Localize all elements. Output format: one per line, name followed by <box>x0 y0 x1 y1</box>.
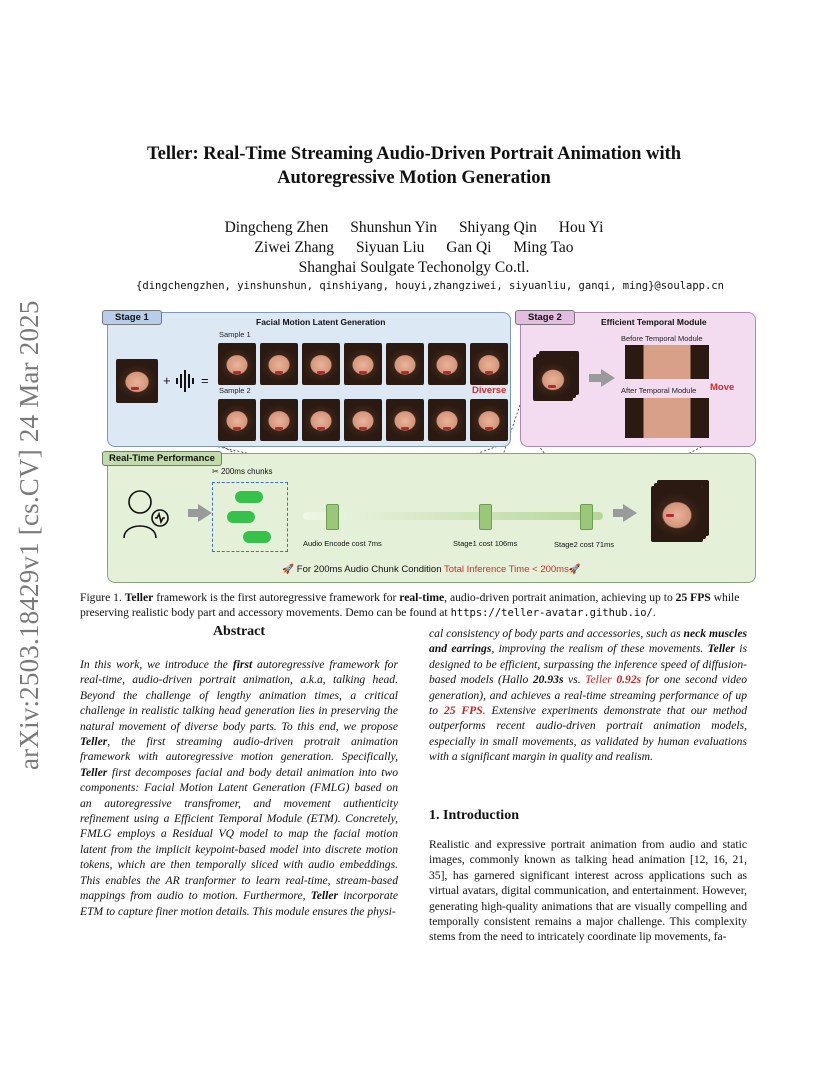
audio-encode-cost: Audio Encode cost 7ms <box>303 539 382 548</box>
authors-row-1 <box>80 218 748 238</box>
realtime-performance-panel <box>107 453 756 583</box>
figure-1 <box>90 305 760 583</box>
plus-sign: + <box>163 373 171 388</box>
author: Gan Qi <box>446 239 492 256</box>
author: Hou Yi <box>558 219 604 236</box>
author: Shiyang Qin <box>458 219 537 236</box>
audio-waveform-icon <box>174 369 198 393</box>
caption-part: Teller <box>124 591 154 604</box>
sample-frame <box>260 399 298 441</box>
intro-heading <box>429 808 747 823</box>
caption-part: . <box>652 606 656 619</box>
sample-frame <box>428 343 466 385</box>
abstract-heading <box>80 624 398 639</box>
intro-heading-text: 1. Introduction <box>429 808 519 823</box>
stage2-arrow-stem <box>589 374 601 382</box>
demo-link[interactable]: https://teller-avatar.github.io/ <box>450 607 653 619</box>
paper-title <box>80 142 748 190</box>
abstract-body: In this work, we introduce the first autoregressive framework for real-time, audio-driven portrait animation, a.k.a, talking head. Beyond the challenge of lengthy animation times, a critical challenge in realistic talking head generation lies in preserving the natural movement of diverse body parts. To this end, we propose Teller, the first streaming audio-driven protrait animation framework with autoregressive motion generation. Specifically, Teller first decomposes facial and body detail animation into two components: Facial Motion Latent Generation (FMLG) based on an autoregressive transfromer, and movement authenticity refinement using a Efficient Temporal Module (ETM). Concretely, FMLG employs a Residual VQ model to map the facial motion latent from the implicit keypoint-based model into discrete motion tokens, which are then temporally sliced with audio embeddings. This enables the AR tranformer to learn real-time, stream-based mappings from audio to motion. Furthermore, Teller incorporate ETM to capture finer motion details. This module ensures the physi- <box>80 658 398 918</box>
message-bubble-icon <box>235 491 263 503</box>
rtp-arrow-icon <box>198 504 212 522</box>
stage1-cost: Stage1 cost 106ms <box>453 539 518 548</box>
caption-part: 25 FPS <box>675 591 711 604</box>
audio-chunks-box <box>212 482 288 552</box>
author-emails: {dingchengzhen, yinshunshun, qinshiyang, houyi,zhangziwei, siyuanliu, ganqi, ming}@soulapp.cn <box>136 280 724 292</box>
move-label: Move <box>710 382 735 393</box>
sample-frame <box>260 343 298 385</box>
summary-total-time: Total Inference Time < 200ms <box>443 564 569 575</box>
authors-row-2 <box>80 238 748 258</box>
caption-part: while preserving realistic body part and accessory movements. Demo can be found at <box>80 591 740 619</box>
sample1-strip <box>218 343 508 385</box>
chunks-text: 200ms chunks <box>220 467 273 476</box>
caption-part: framework is the first autoregressive framework for <box>153 591 400 604</box>
caption-part: real-time <box>399 591 445 604</box>
sample-frame <box>302 399 340 441</box>
before-crop <box>625 345 709 379</box>
author: Ziwei Zhang <box>254 239 335 256</box>
sample-frame <box>386 399 424 441</box>
stage1-title: Facial Motion Latent Generation <box>256 317 386 327</box>
stage1-node <box>479 504 492 530</box>
author: Dingcheng Zhen <box>224 219 329 236</box>
output-arrow-icon <box>623 504 637 522</box>
stage2-title: Efficient Temporal Module <box>601 317 707 327</box>
input-portrait <box>116 359 158 403</box>
stage2-node <box>580 504 593 530</box>
author: Ming Tao <box>513 239 574 256</box>
rtp-badge: Real-Time Performance <box>102 451 222 466</box>
sample-frame <box>470 343 508 385</box>
pipeline-bar <box>303 512 603 520</box>
stage2-badge: Stage 2 <box>515 310 575 325</box>
sample-frame <box>386 343 424 385</box>
after-crop <box>625 398 709 438</box>
title-line-2: Autoregressive Motion Generation <box>277 168 551 188</box>
stage2-arrow-icon <box>601 369 615 387</box>
stage1-panel <box>107 312 511 447</box>
stage2-panel <box>520 312 756 447</box>
caption-part: , audio-driven portrait animation, achieving up to <box>444 591 676 604</box>
abstract-heading-text: Abstract <box>212 624 266 639</box>
intro-body: Realistic and expressive portrait animation from audio and static images, commonly known as talking head animation [12, 16, 21, 35], has garnered significant interest across applications such as virtual avatars, digital communication, and entertainment. However, generating high-quality animations that are visually compelling and temporally consistent remains a major challenge. This complexity stems from the need to intricately coordinate lip movements, fa- <box>429 838 747 944</box>
sample-frame <box>428 399 466 441</box>
rtp-arrow-stem <box>188 509 198 517</box>
author: Shunshun Yin <box>350 219 438 236</box>
output-arrow-stem <box>613 509 623 517</box>
author: Siyuan Liu <box>355 239 425 256</box>
sample-frame <box>302 343 340 385</box>
sample2-label: Sample 2 <box>219 386 251 395</box>
sample-frame <box>218 343 256 385</box>
summary-prefix: 🚀 For 200ms Audio Chunk Condition <box>282 564 444 575</box>
arxiv-stamp: arXiv:2503.18429v1 [cs.CV] 24 Mar 2025 <box>14 300 44 770</box>
output-portrait-stack <box>651 486 703 542</box>
summary-suffix: 🚀 <box>568 564 581 575</box>
sample-frame <box>344 399 382 441</box>
sample-frame <box>344 343 382 385</box>
chunks-label: ✂ 200ms chunks <box>212 467 273 476</box>
stage1-badge: Stage 1 <box>102 310 162 325</box>
sample2-strip <box>218 399 508 441</box>
affiliation: Shanghai Soulgate Techonolgy Co.tl. <box>298 259 530 276</box>
abstract-body-continued: cal consistency of body parts and accessories, such as neck muscles and earrings, improving the realism of these movements. Teller is designed to be efficient, surpassing the inference speed of diffusion-based models (Hallo 20.93s vs. Teller 0.92s for one second video generation), and achieves a real-time streaming performance of up to 25 FPS. Extensive experiments demonstrate that our method outperforms recent audio-driven portrait animation models, especially in small movements, as validated by human evaluations with a significant margin in quality and realism. <box>429 627 748 764</box>
sample-frame <box>470 399 508 441</box>
user-speaking-icon <box>120 482 170 542</box>
caption-part: Figure 1. <box>80 591 125 604</box>
equals-sign: = <box>201 373 209 388</box>
audio-encode-node <box>326 504 339 530</box>
input-frame-stack <box>533 357 573 401</box>
message-bubble-icon <box>243 531 271 543</box>
inference-summary <box>108 564 755 575</box>
authors <box>80 218 748 278</box>
sample-frame <box>218 399 256 441</box>
message-bubble-icon <box>227 511 255 523</box>
stage2-cost: Stage2 cost 71ms <box>554 540 615 549</box>
figure-caption <box>80 590 760 621</box>
before-label: Before Temporal Module <box>621 334 703 343</box>
after-label: After Temporal Module <box>621 386 697 395</box>
title-line-1: Teller: Real-Time Streaming Audio-Driven Portrait Animation with <box>146 144 682 164</box>
sample1-label: Sample 1 <box>219 330 251 339</box>
diverse-label: Diverse <box>472 385 507 396</box>
